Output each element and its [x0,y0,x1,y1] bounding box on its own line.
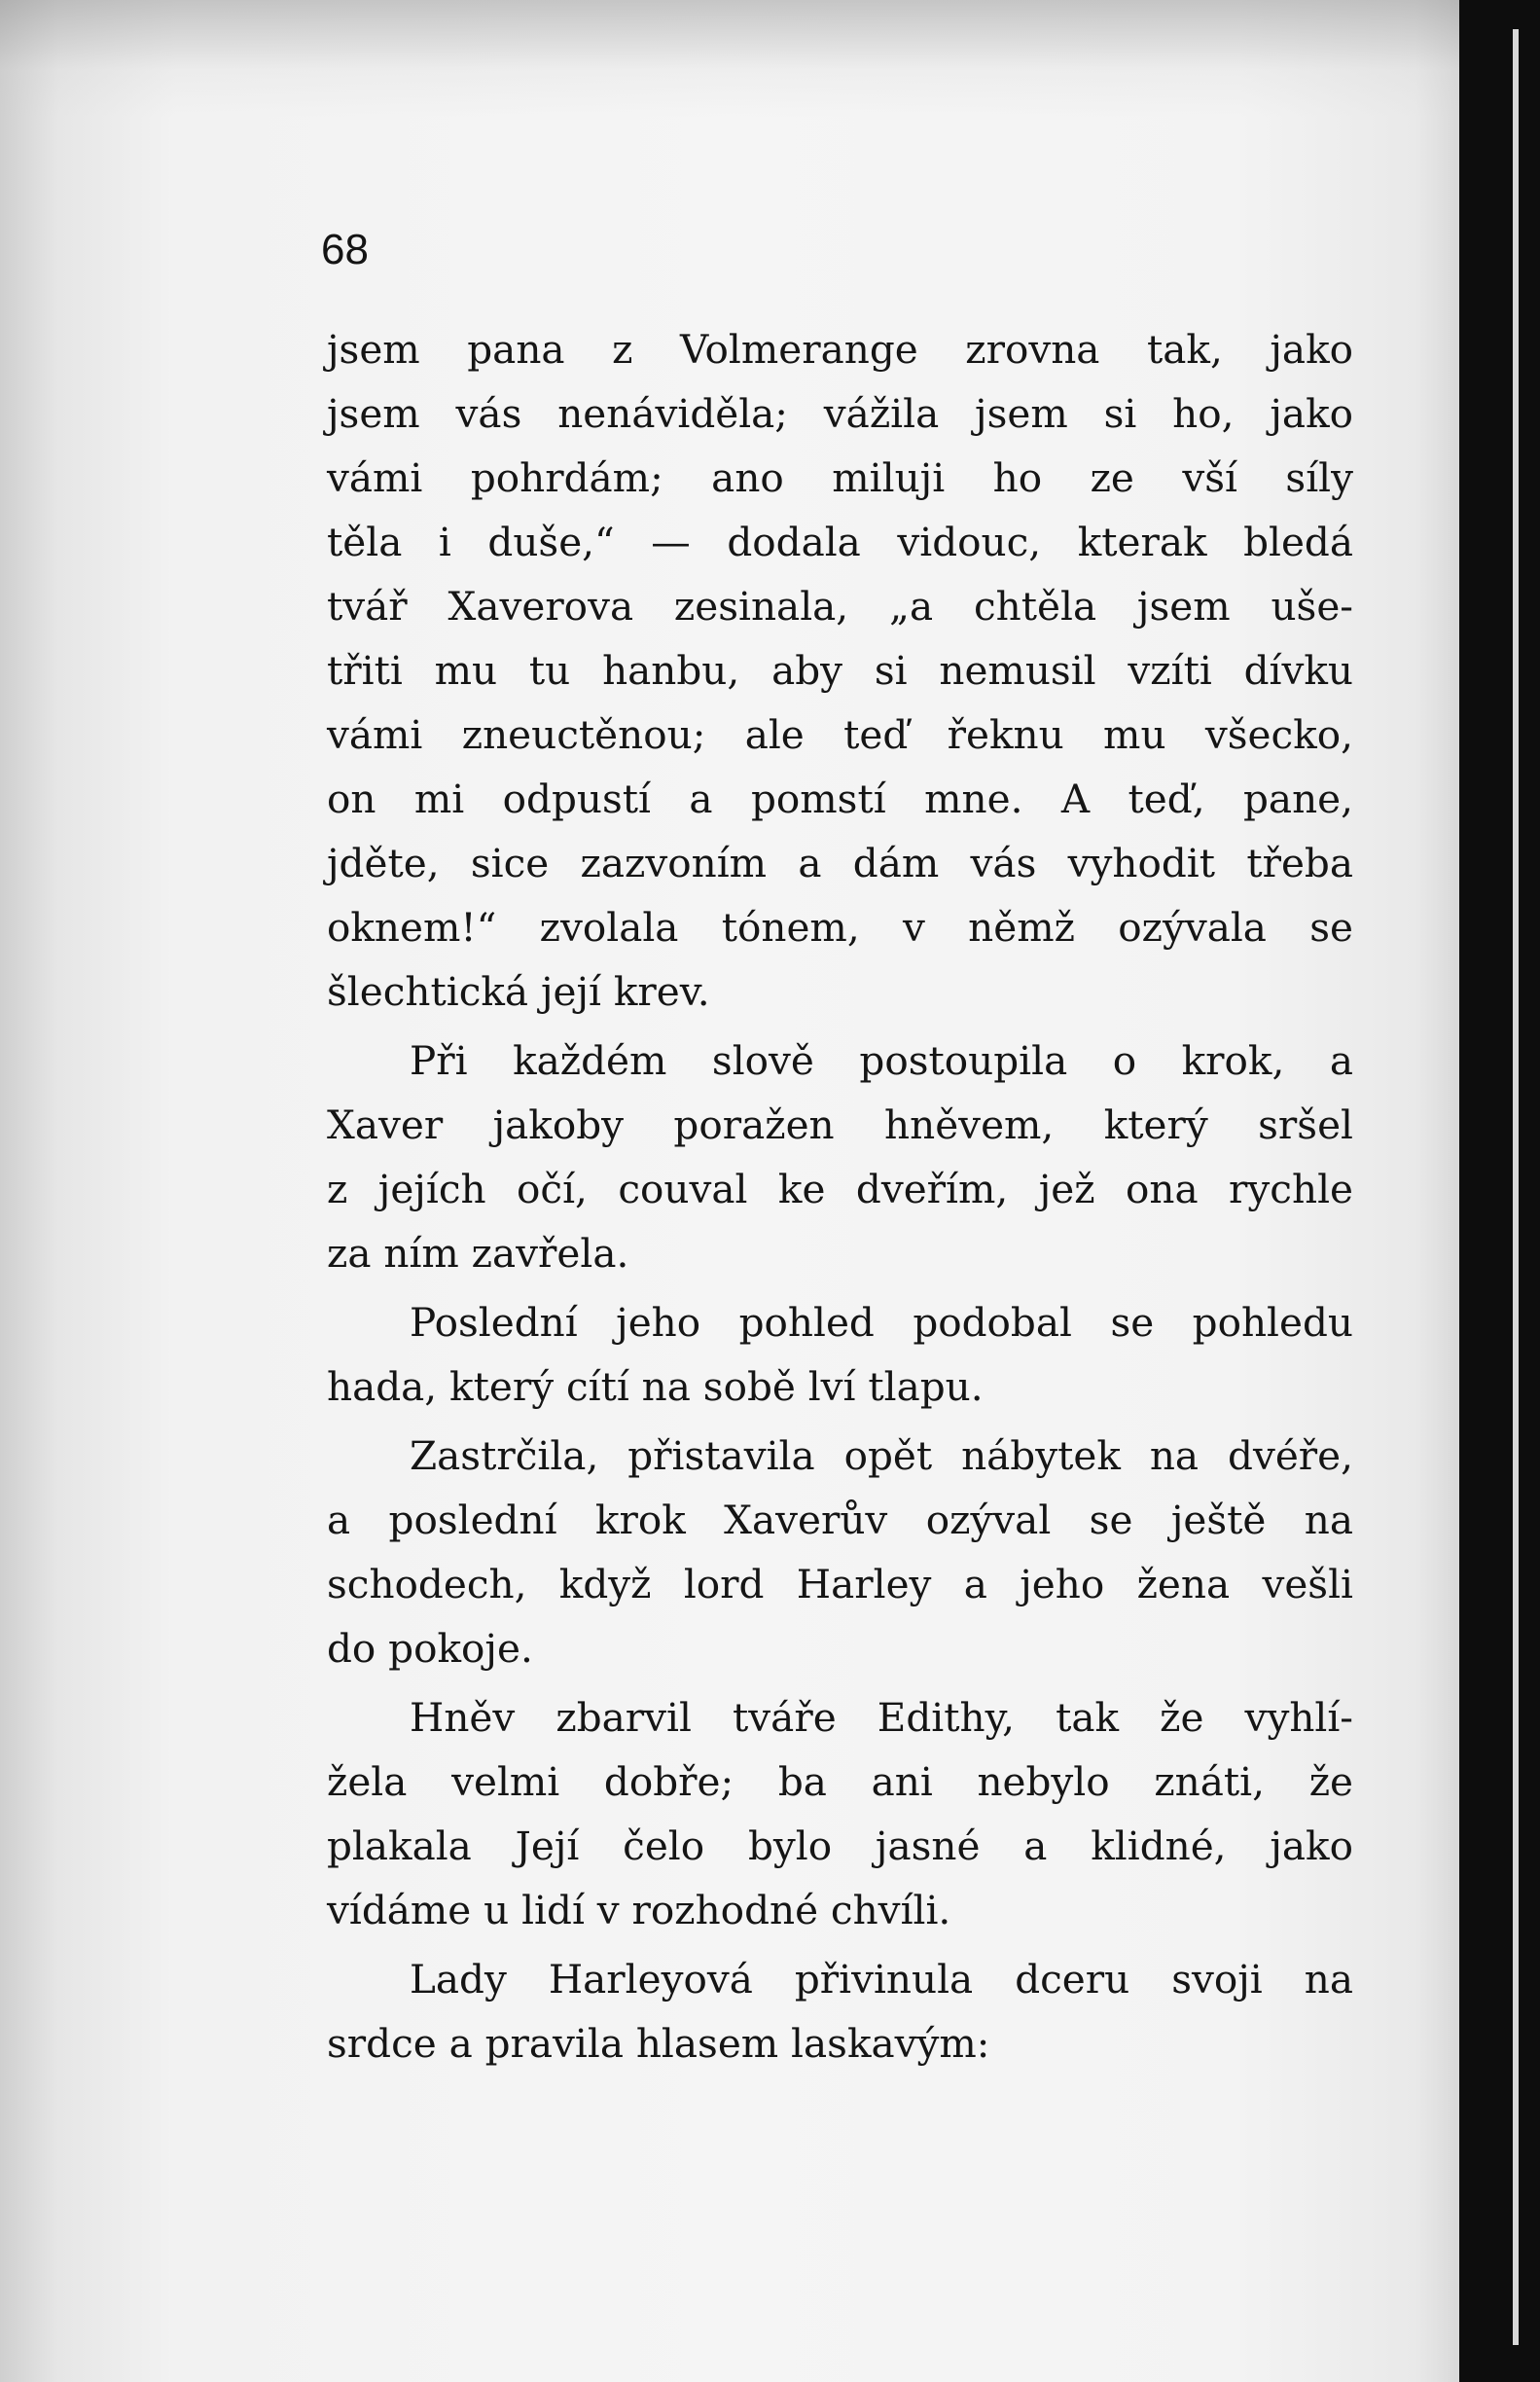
paragraph [327,1424,1353,1680]
paragraph [327,1685,1353,1942]
page-number: 68 [321,226,369,273]
text-line: vámi zneuctěnou; ale teď řeknu mu všecko, [327,711,1353,758]
adjacent-page-edge [1513,29,1519,2345]
text-line: Při každém slově postoupila o krok, a [410,1037,1353,1084]
text-line: do pokoje. [327,1625,533,1672]
paragraph [327,1947,1353,2075]
paragraph [327,317,1353,1024]
text-line: oknem!“ zvolala tónem, v němž ozývala se [327,904,1353,951]
text-line: Zastrčila, přistavila opět nábytek na dvéře, [410,1432,1353,1479]
text-line: a poslední krok Xaverův ozýval se ještě na [327,1497,1353,1543]
text-line: vídáme u lidí v rozhodné chvíli. [327,1887,951,1933]
paragraph [327,1029,1353,1285]
text-line: hada, který cítí na sobě lví tlapu. [327,1363,984,1410]
text-line: jsem vás nenáviděla; vážila jsem si ho, jako [327,390,1353,437]
text-line: srdce a pravila hlasem laskavým: [327,2020,990,2067]
text-line: za ním zavřela. [327,1230,629,1277]
text-line: Lady Harleyová přivinula dceru svoji na [410,1956,1353,2003]
text-line: tvář Xaverova zesinala, „a chtěla jsem uše- [327,583,1353,630]
page-text [327,317,1353,2080]
paragraph [327,1290,1353,1419]
text-line: těla i duše,“ — dodala vidouc, kterak bledá [327,519,1353,565]
text-line: Xaver jakoby poražen hněvem, který sršel [327,1101,1353,1148]
text-line: on mi odpustí a pomstí mne. A teď, pane, [327,776,1353,822]
text-line: plakala Její čelo bylo jasné a klidné, jako [327,1823,1353,1869]
text-line: Hněv zbarvil tváře Edithy, tak že vyhlí- [410,1694,1353,1741]
text-line: vámi pohrdám; ano miluji ho ze vší síly [327,454,1353,501]
book-spine-shadow [1459,0,1540,2382]
text-line: jděte, sice zazvoním a dám vás vyhodit třeba [327,840,1353,886]
text-line: z jejích očí, couval ke dveřím, jež ona rychle [327,1166,1353,1212]
text-line: Poslední jeho pohled podobal se pohledu [410,1299,1353,1346]
text-line: schodech, když lord Harley a jeho žena vešli [327,1561,1353,1607]
text-line: šlechtická její krev. [327,968,710,1015]
text-line: jsem pana z Volmerange zrovna tak, jako [327,326,1353,373]
text-line: třiti mu tu hanbu, aby si nemusil vzíti dívku [327,647,1353,694]
text-line: žela velmi dobře; ba ani nebylo znáti, že [327,1758,1353,1805]
